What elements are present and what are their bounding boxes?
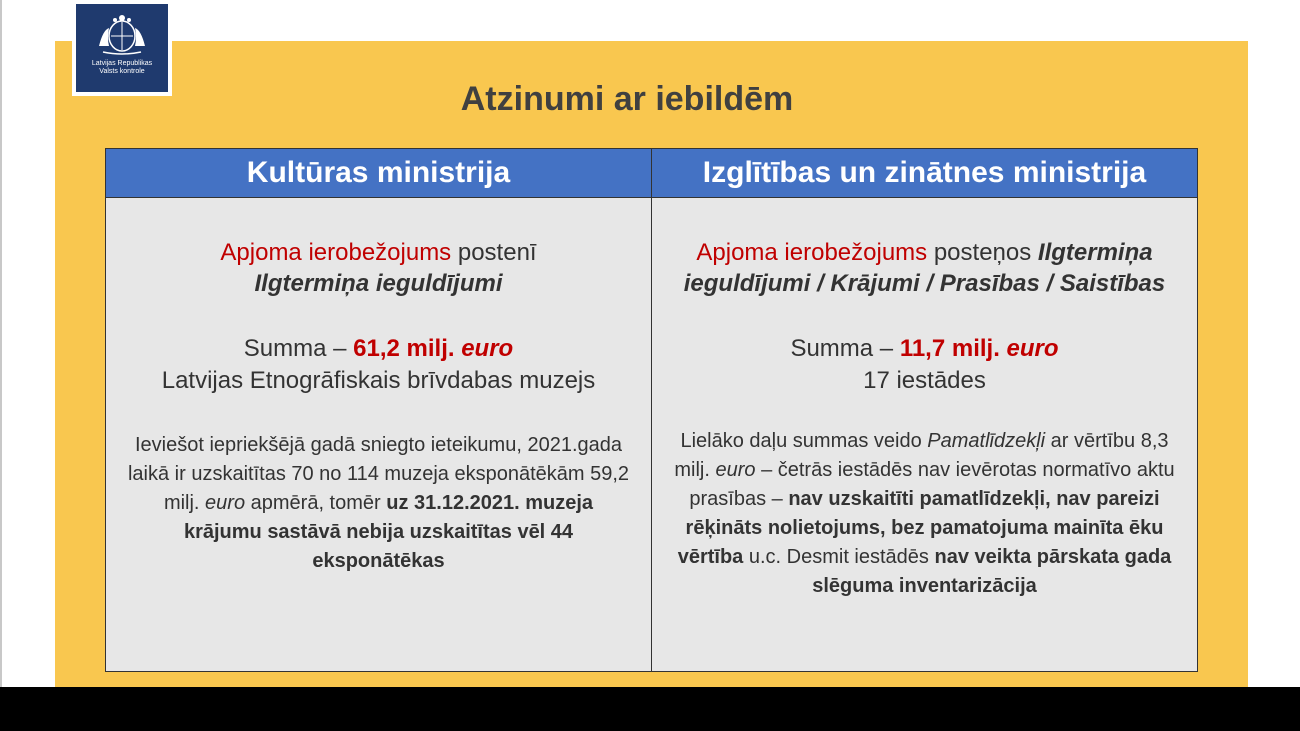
detail-bold: nav uzskaitīti pamatlīdzekļi, nav pareizi rēķināts nolietojums, bez pamatojuma mainīta ēku vērtība — [677, 488, 1164, 568]
detail-text: Ieviešot iepriekšējā gadā sniegto ieteikumu, 2021.gada laikā ir uzskaitītas 70 no 114 muzeja eksponātēkām 59,2 milj. — [127, 434, 630, 514]
scope-limitation-connector: postenī — [451, 239, 537, 266]
column-header-education: Izglītības un zinātnes ministrija — [652, 149, 1198, 198]
amount-unit: euro — [461, 335, 514, 362]
comparison-table — [105, 148, 1198, 672]
column-body-culture — [106, 198, 652, 672]
detail-paragraph — [652, 427, 1197, 601]
detail-italic: euro — [715, 459, 756, 481]
scope-limitation-item: Ilgtermiņa ieguldījumi — [254, 270, 503, 297]
amount-value: 61,2 milj. — [353, 335, 462, 362]
amount-value: 11,7 milj. — [899, 335, 1007, 362]
scope-limitation-text — [652, 237, 1197, 299]
detail-text: apmērā, tomēr — [245, 492, 387, 514]
amount-block — [106, 333, 651, 397]
page-title: Atzinumi ar iebildēm — [460, 80, 794, 118]
amount-label: Summa – — [790, 335, 900, 362]
scope-limitation-label: Apjoma ierobežojums — [220, 239, 452, 266]
amount-entity: Latvijas Etnogrāfiskais brīvdabas muzejs — [161, 367, 596, 394]
amount-unit: euro — [1006, 335, 1059, 362]
logo-line-1: Latvijas Republikas — [91, 60, 153, 67]
logo-badge — [76, 4, 168, 92]
bottom-black-bar — [0, 687, 1300, 731]
amount-block — [652, 333, 1197, 397]
scope-limitation-text — [106, 237, 651, 299]
detail-bold: nav veikta pārskata gada slēguma inventarizācija — [812, 546, 1172, 597]
detail-text: ar vērtību 8,3 milj. — [674, 430, 1169, 481]
scope-limitation-connector: posteņos — [927, 239, 1038, 266]
column-body-education — [652, 198, 1198, 672]
logo-text — [92, 60, 152, 76]
scope-limitation-label: Apjoma ierobežojums — [696, 239, 928, 266]
column-header-culture: Kultūras ministrija — [106, 149, 652, 198]
logo — [72, 0, 172, 96]
detail-bold: uz 31.12.2021. muzeja krājumu sastāvā nebija uzskaitītas vēl 44 eksponātēkas — [183, 492, 594, 572]
detail-text: Lielāko daļu summas veido — [680, 430, 928, 452]
detail-paragraph — [106, 431, 651, 576]
logo-line-2: Valsts kontrole — [99, 68, 145, 75]
scope-limitation-item: Ilgtermiņa ieguldījumi / Krājumi / Prasības / Saistības — [683, 239, 1166, 297]
detail-italic: Pamatlīdzekļi — [927, 430, 1046, 452]
detail-text: – četrās iestādēs nav ievērotas normatīvo aktu prasības – — [689, 459, 1175, 510]
amount-entity: 17 iestādes — [863, 367, 986, 394]
detail-italic: euro — [205, 492, 246, 514]
coat-of-arms-icon — [95, 12, 149, 56]
detail-text: u.c. Desmit iestādēs — [743, 546, 935, 568]
amount-label: Summa – — [243, 335, 354, 362]
